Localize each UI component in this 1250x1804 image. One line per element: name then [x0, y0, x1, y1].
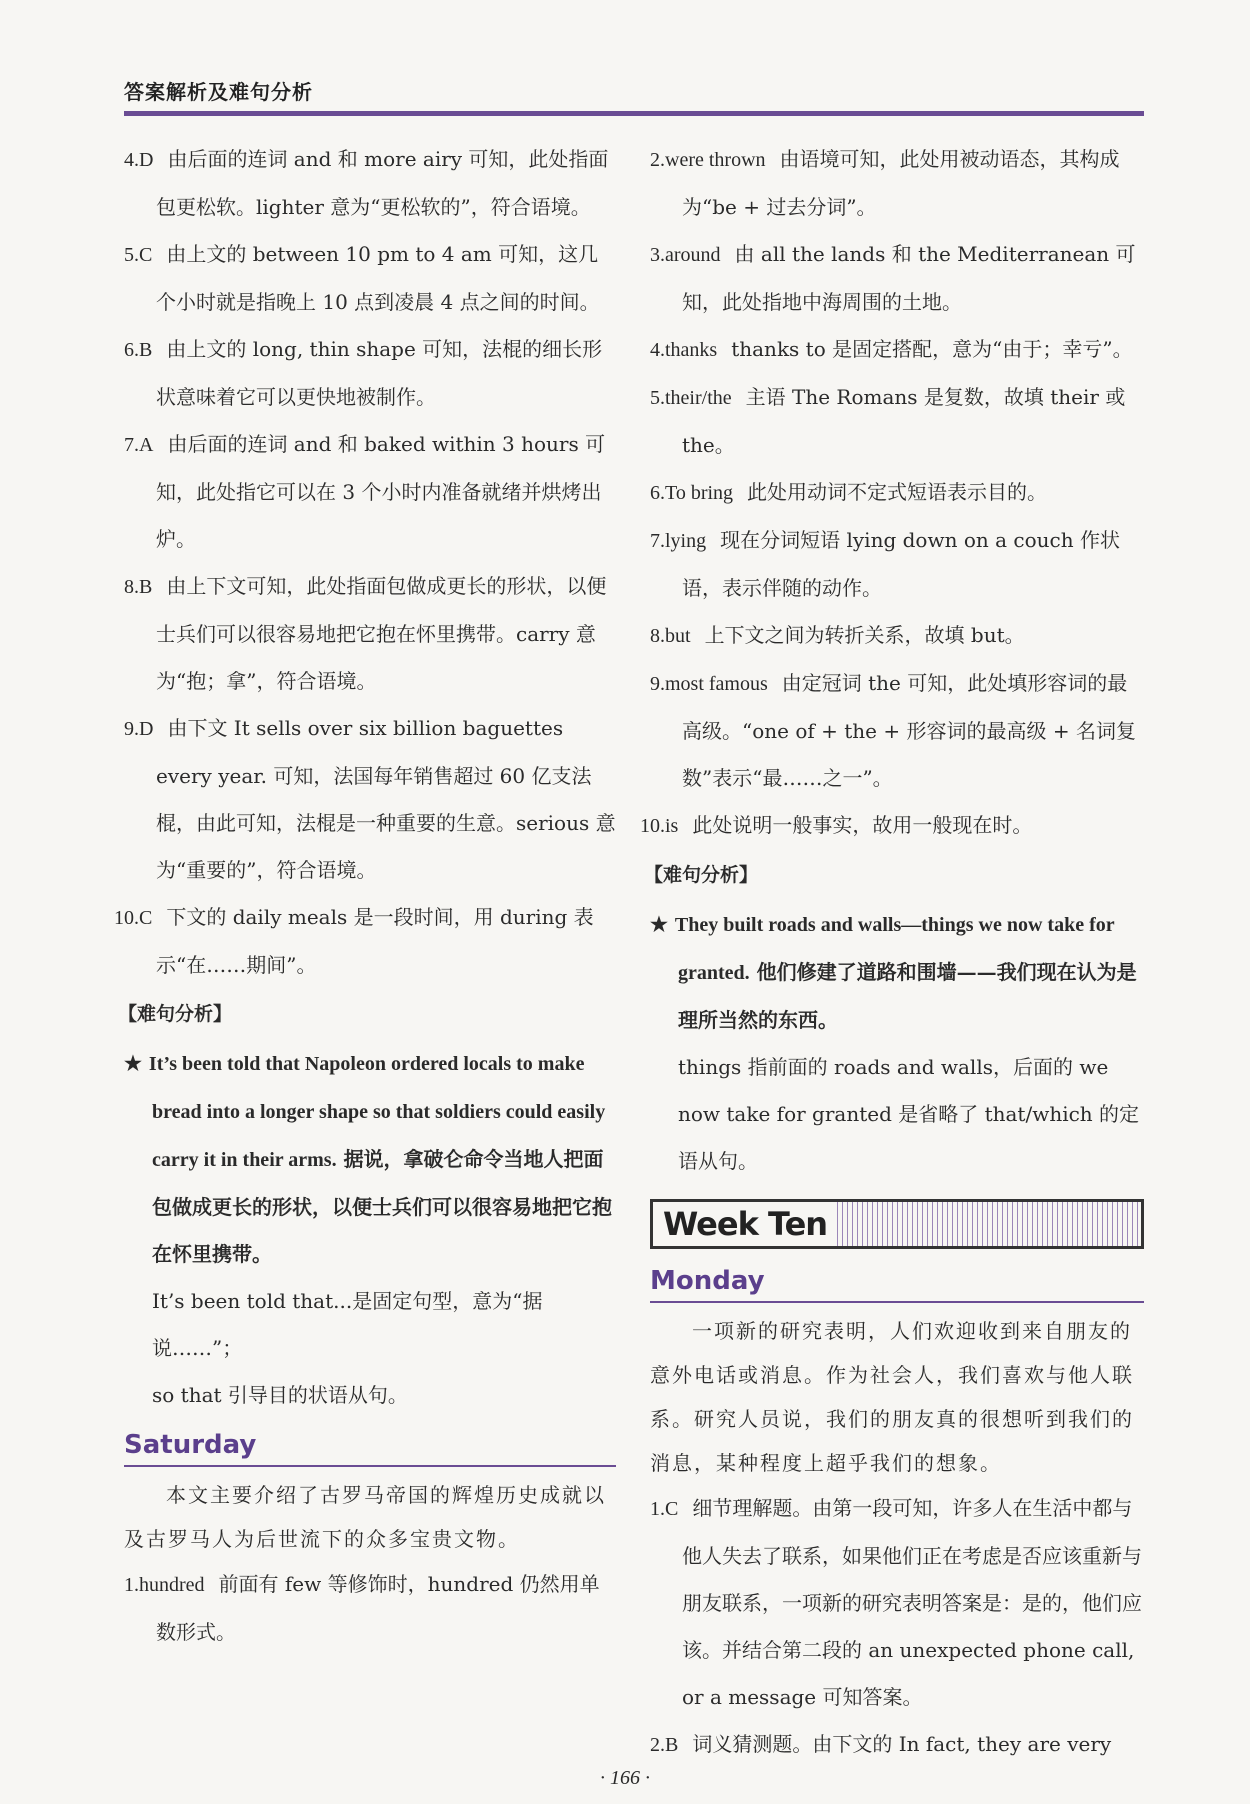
answer-item — [650, 469, 1144, 517]
week-banner-wrap — [650, 1199, 1144, 1249]
answer-explanation: 前面有 few 等修饰时，hundred 仍然用单数形式。 — [156, 1572, 600, 1644]
answer-item — [650, 1485, 1144, 1721]
right-column — [640, 136, 1144, 1769]
answer-key: 8.B — [124, 576, 153, 598]
answer-explanation: 下文的 daily meals 是一段时间，用 during 表示“在……期间”。 — [156, 905, 594, 977]
answer-explanation: 由上文的 between 10 pm to 4 am 可知，这几个小时就是指晚上 10 点到凌晨 4 点之间的时间。 — [156, 242, 600, 314]
answer-key: 5.their/the — [650, 387, 732, 409]
page-header — [124, 76, 1144, 116]
answer-key: 8.but — [650, 625, 691, 647]
answer-item — [650, 374, 1144, 469]
answer-explanation: 由上文的 long, thin shape 可知，法棍的细长形状意味着它可以更快地被制作。 — [156, 337, 603, 409]
answer-key: 1.hundred — [124, 1574, 205, 1596]
answer-key: 6.To bring — [650, 482, 734, 504]
answer-key: 3.around — [650, 244, 721, 266]
answer-item — [124, 421, 616, 563]
answer-explanation: 词义猜测题。由下文的 In fact, they are very — [692, 1732, 1112, 1756]
answer-key: 2.B — [650, 1734, 679, 1756]
answer-key: 1.C — [650, 1498, 679, 1520]
answer-item — [650, 660, 1144, 802]
answer-item — [124, 563, 616, 705]
running-header-title: 答案解析及难句分析 — [124, 80, 313, 104]
answer-key: 4.thanks — [650, 339, 718, 361]
week-banner-label: Week Ten — [653, 1202, 837, 1246]
difficult-sentence-label: 【难句分析】 — [118, 1003, 233, 1025]
day-title-saturday: Saturday — [124, 1430, 257, 1460]
answer-explanation: 由上下文可知，此处指面包做成更长的形状，以便士兵们可以很容易地把它抱在怀里携带。carry 意为“抱；拿”，符合语境。 — [156, 574, 607, 693]
star-icon: ★ — [124, 1051, 142, 1075]
answer-item — [124, 1561, 616, 1656]
day-title-monday: Monday — [650, 1266, 765, 1296]
answer-item — [650, 517, 1144, 612]
difficult-sentence-label: 【难句分析】 — [644, 864, 759, 886]
answer-explanation: 现在分词短语 lying down on a couch 作状语，表示伴随的动作。 — [682, 528, 1120, 600]
answer-key: 9.most famous — [650, 673, 768, 695]
answer-key: 6.B — [124, 339, 153, 361]
answer-key: 7.A — [124, 434, 154, 456]
answer-key: 9.D — [124, 718, 154, 740]
day-rule — [124, 1465, 616, 1467]
answer-item — [650, 326, 1144, 374]
week-banner — [650, 1199, 1144, 1249]
answer-item — [650, 231, 1144, 326]
difficult-sentence-note — [124, 1278, 616, 1419]
header-rule — [124, 111, 1144, 116]
answer-key: 5.C — [124, 244, 153, 266]
answer-explanation: 由后面的连词 and 和 more airy 可知，此处指面包更松软。lighter 意为“更松软的”，符合语境。 — [156, 147, 609, 219]
answer-explanation: 由语境可知，此处用被动语态，其构成为“be + 过去分词”。 — [682, 147, 1120, 219]
left-column — [114, 136, 616, 1656]
answer-key: 7.lying — [650, 530, 707, 552]
note-line-2: so that 引导目的状语从句。 — [152, 1383, 408, 1407]
answer-key: 2.were thrown — [650, 149, 766, 171]
saturday-summary: 本文主要介绍了古罗马帝国的辉煌历史成就以及古罗马人为后世流下的众多宝贵文物。 — [124, 1483, 606, 1551]
answer-key: 10.C — [114, 907, 153, 929]
answer-explanation: thanks to 是固定搭配，意为“由于；幸亏”。 — [731, 337, 1133, 361]
answer-item — [124, 326, 616, 421]
note-line-1: It’s been told that...是固定句型，意为“据说……”； — [152, 1289, 543, 1360]
answer-explanation: 由后面的连词 and 和 baked within 3 hours 可知，此处指它可以在 3 个小时内准备就绪并烘烤出炉。 — [156, 432, 606, 551]
answer-explanation: 由 all the lands 和 the Mediterranean 可知，此处指地中海周围的土地。 — [682, 242, 1136, 314]
answer-item — [640, 802, 1144, 850]
answer-explanation: 此处用动词不定式短语表示目的。 — [747, 480, 1048, 504]
day-rule — [650, 1301, 1144, 1303]
answer-explanation: 由定冠词 the 可知，此处填形容词的最高级。“one of + the + 形容词的最高级 + 名词复数”表示“最……之一”。 — [682, 671, 1136, 790]
monday-summary: 一项新的研究表明，人们欢迎收到来自朋友的意外电话或消息。作为社会人，我们喜欢与他人联系。研究人员说，我们的朋友真的很想听到我们的消息，某种程度上超乎我们的想象。 — [650, 1319, 1134, 1475]
answer-item — [650, 136, 1144, 231]
difficult-sentence-english: It’s been told that Napoleon ordered locals to make bread into a longer shape so that soldiers could easily carry it in their arms. — [148, 1053, 606, 1171]
answer-explanation: 此处说明一般事实，故用一般现在时。 — [692, 813, 1033, 837]
answer-item — [124, 136, 616, 231]
answer-key: 4.D — [124, 149, 154, 171]
answer-explanation: 由下文 It sells over six billion baguettes every year. 可知，法国每年销售超过 60 亿支法棍，由此可知，法棍是一种重要的生意。serious 意为“重要的”，符合语境。 — [156, 716, 616, 882]
page-number: · 166 · — [600, 1767, 650, 1789]
star-icon: ★ — [650, 912, 668, 936]
difficult-sentence — [650, 901, 1144, 1044]
answer-explanation: 细节理解题。由第一段可知，许多人在生活中都与他人失去了联系，如果他们正在考虑是否应该重新与朋友联系，一项新的研究表明答案是：是的，他们应该。并结合第二段的 an unexpected phone call, or a message 可知答案。 — [682, 1496, 1142, 1709]
answer-key: 10.is — [640, 815, 679, 837]
difficult-sentence — [124, 1040, 616, 1278]
difficult-sentence-chinese: 他们修建了道路和围墙——我们现在认为是理所当然的东西。 — [678, 960, 1137, 1032]
difficult-sentence-english: They built roads and walls—things we now take for granted. — [674, 914, 1115, 984]
answer-explanation: 上下文之间为转折关系，故填 but。 — [704, 623, 1025, 647]
answer-item — [114, 894, 616, 989]
answer-explanation: 主语 The Romans 是复数，故填 their 或 the。 — [682, 385, 1126, 457]
difficult-sentence-note: things 指前面的 roads and walls，后面的 we now take for granted 是省略了 that/which 的定语从句。 — [678, 1055, 1140, 1173]
difficult-sentence-chinese: 据说，拿破仑命令当地人把面包做成更长的形状，以便士兵们可以很容易地把它抱在怀里携带。 — [152, 1147, 612, 1266]
answer-item — [124, 705, 616, 894]
answer-item — [650, 1721, 1144, 1769]
answer-item — [650, 612, 1144, 660]
answer-item — [124, 231, 616, 326]
